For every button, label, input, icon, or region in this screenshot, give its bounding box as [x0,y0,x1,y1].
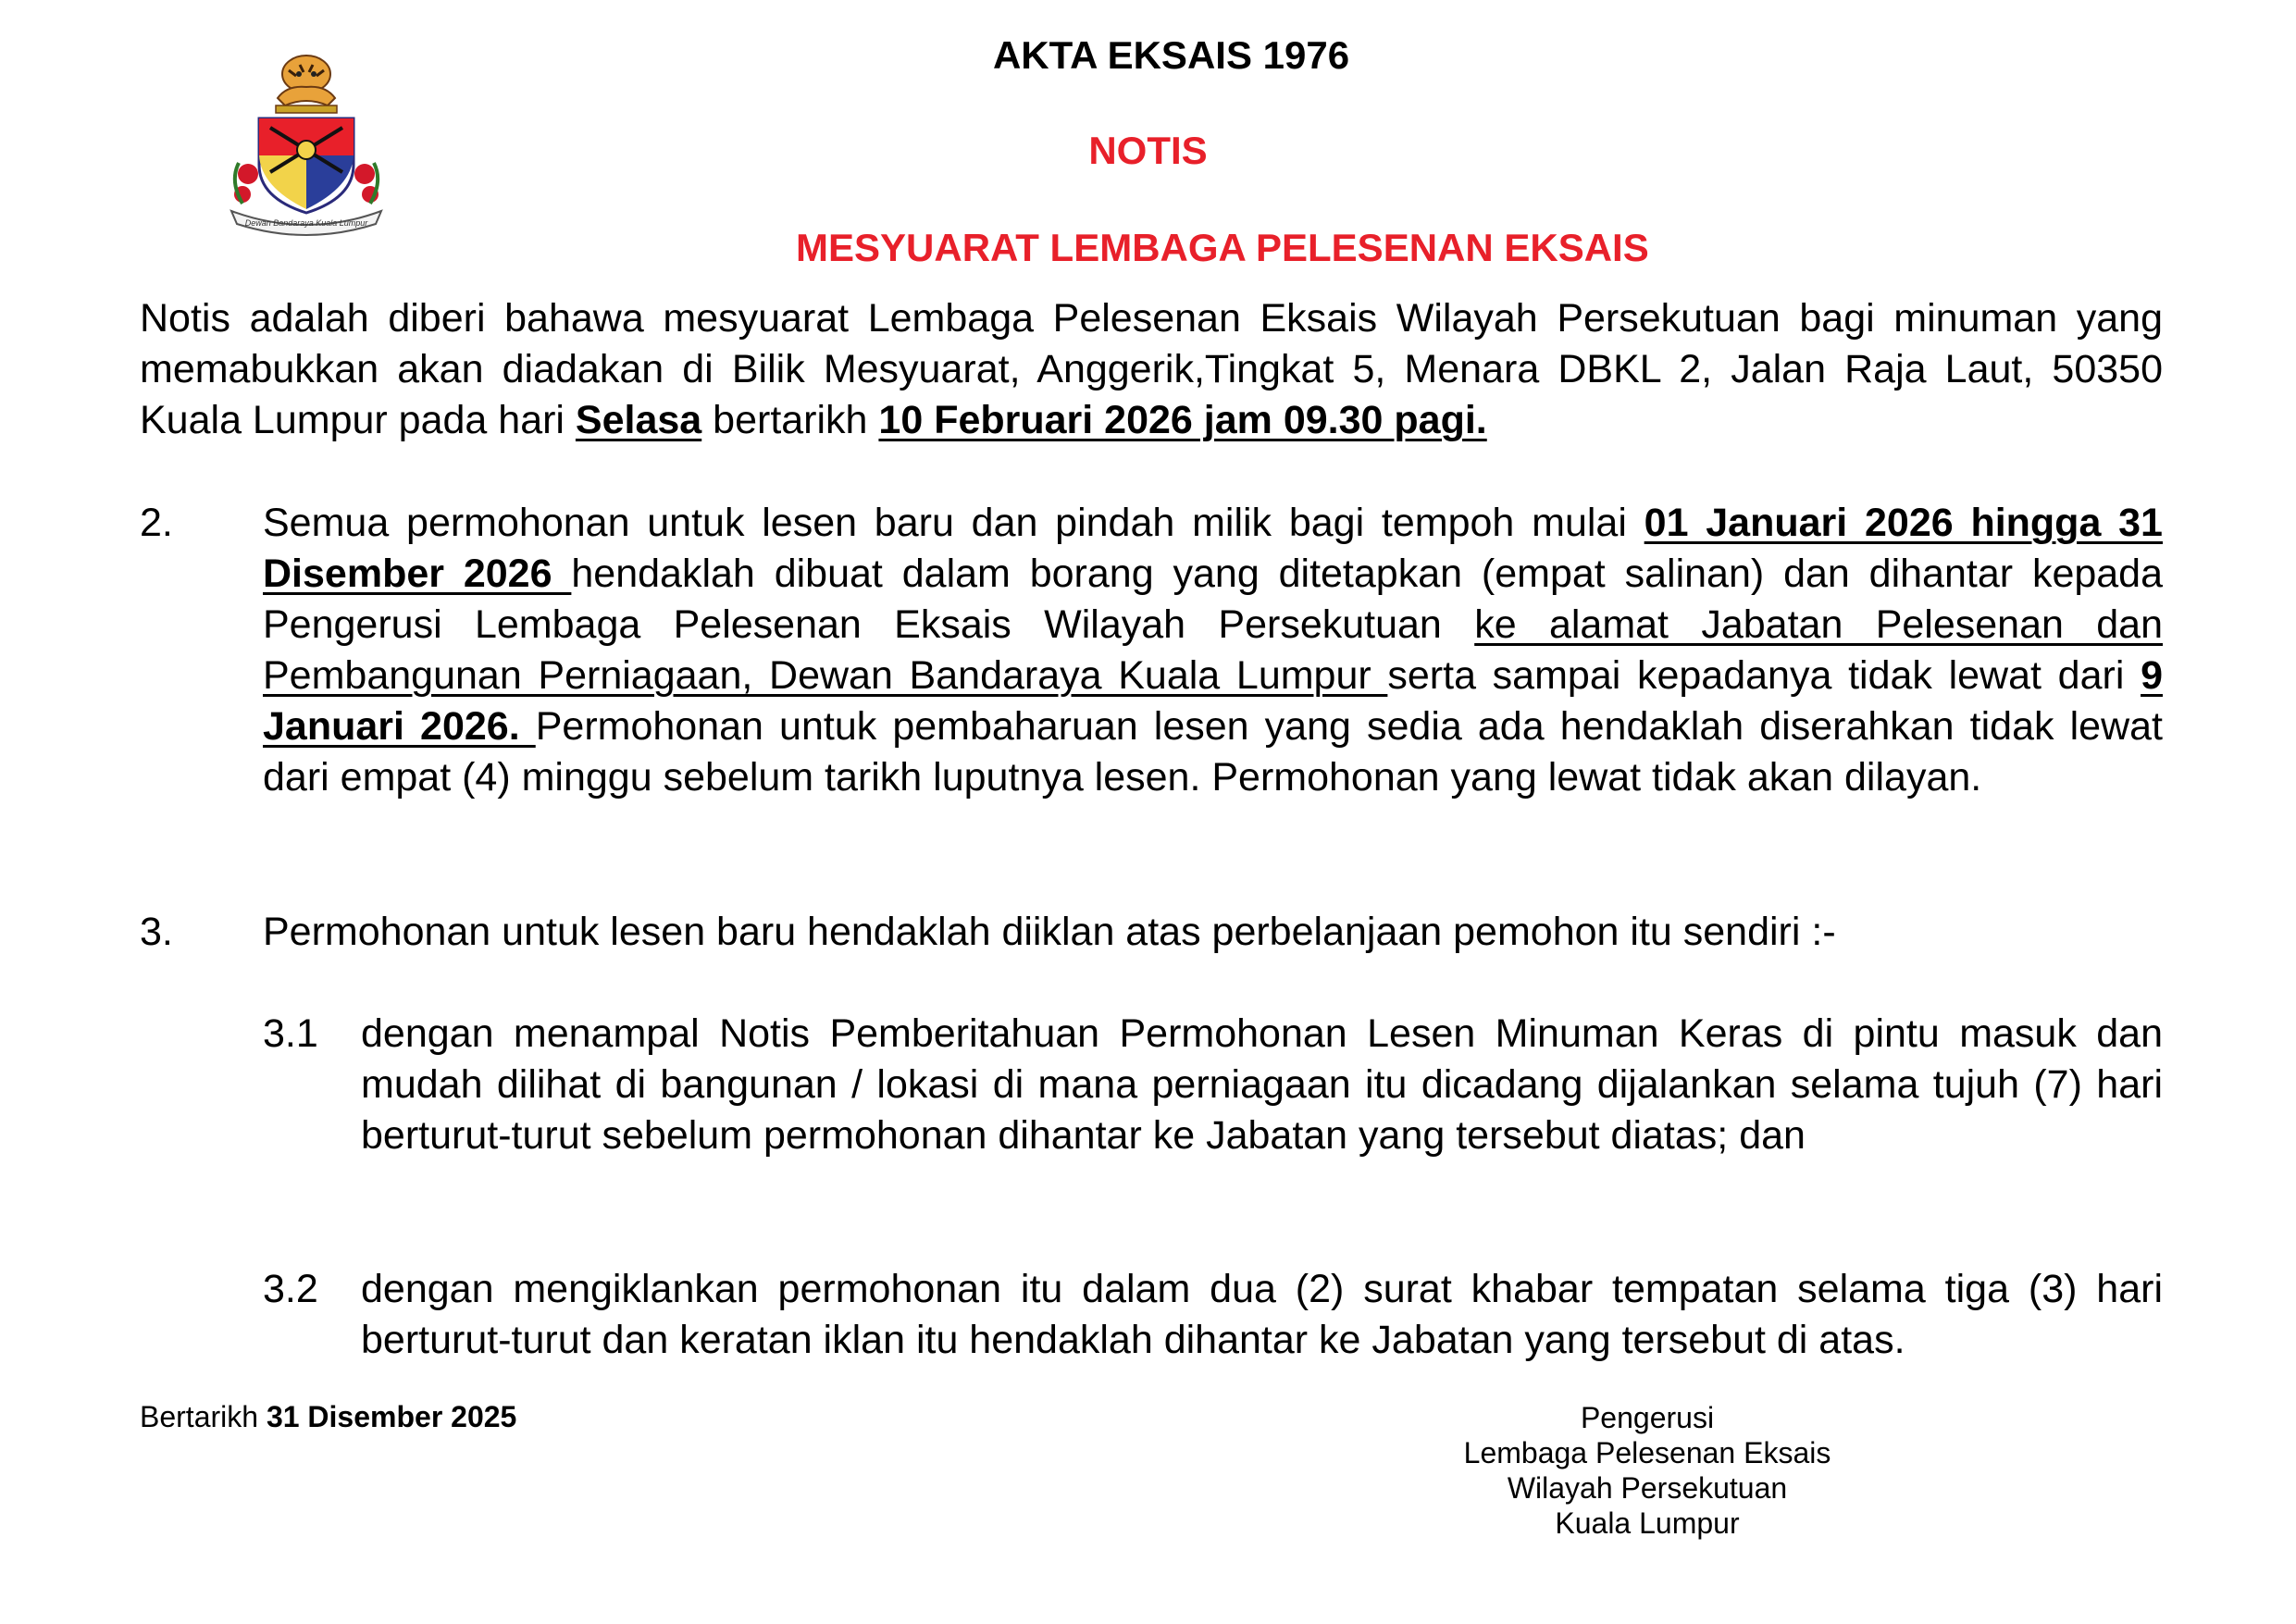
section-2-text-1: Semua permohonan untuk lesen baru dan pindah milik bagi tempoh mulai [263,501,1644,545]
item-3-1-text: dengan menampal Notis Pemberitahuan Permohonan Lesen Minuman Keras di pintu masuk dan mudah dilihat di bangunan / lokasi di mana perniagaan itu dicadang dijalankan selama tujuh (7) hari berturut-turut sebelum permohonan dihantar ke Jabatan yang tersebut diatas; dan [361,1011,2163,1158]
item-3-2-number: 3.2 [263,1267,318,1311]
signatory-line: Wilayah Persekutuan [1507,1471,1788,1505]
signatory-line: Kuala Lumpur [1555,1506,1740,1540]
intro-text-1: Notis adalah diberi bahawa mesyuarat Lembaga Pelesenan Eksais Wilayah Persekutuan bagi minuman yang memabukkan akan diadakan di Bilik Mesyuarat, Anggerik,Tingkat 5, Menara DBKL 2, Jalan Raja Laut, 50350 Kuala Lumpur pada hari [140,296,2163,442]
signatory-line: Pengerusi [1580,1401,1715,1434]
dated-line [140,1400,516,1434]
submission-address: ke alamat Jabatan Pelesenan dan Pembangunan Perniagaan, Dewan Bandaraya Kuala Lumpur [263,602,2163,698]
submission-deadline: 9 Januari 2026. [263,653,2163,749]
item-3-1-number: 3.1 [263,1011,318,1056]
section-2-text-4: Permohonan untuk pembaharuan lesen yang sedia ada hendaklah diserahkan tidak lewat dari empat (4) minggu sebelum tarikh luputnya lesen. Permohonan yang lewat tidak akan dilayan. [263,704,2163,800]
crest-motto: Dewan Bandaraya Kuala Lumpur [244,218,368,228]
item-3-2-text: dengan mengiklankan permohonan itu dalam dua (2) surat khabar tempatan selama tiga (3) hari berturut-turut dan keratan iklan itu hendaklah dihantar ke Jabatan yang tersebut di atas. [361,1267,2163,1362]
intro-paragraph [140,293,2163,446]
meeting-day: Selasa [575,398,702,442]
section-2-paragraph [263,498,2163,803]
section-3-paragraph: Permohonan untuk lesen baru hendaklah diiklan atas perbelanjaan pemohon itu sendiri :- [263,910,1836,954]
act-title: AKTA EKSAIS 1976 [992,33,1350,77]
license-period: 01 Januari 2026 hingga 31 Disember 2026 [263,501,2163,596]
intro-text-2: bertarikh [701,398,879,442]
section-2-text-3: serta sampai kepadanya tidak lewat dari [1387,653,2141,698]
section-2-number: 2. [140,501,173,545]
section-2-text-2: hendaklah dibuat dalam borang yang ditetapkan (empat salinan) dan dihantar kepada Pengerusi Lembaga Pelesenan Eksais Wilayah Persekutuan [263,552,2164,647]
dated-label: Bertarikh [140,1400,267,1433]
signatory-line: Lembaga Pelesenan Eksais [1463,1436,1831,1469]
meeting-heading: MESYUARAT LEMBAGA PELESENAN EKSAIS [796,226,1649,269]
section-3-number: 3. [140,910,173,954]
signatory-block [1370,1400,1925,1541]
notice-heading: NOTIS [1088,129,1208,172]
dated-value: 31 Disember 2025 [266,1400,517,1433]
meeting-datetime: 10 Februari 2026 jam 09.30 pagi. [878,398,1487,442]
